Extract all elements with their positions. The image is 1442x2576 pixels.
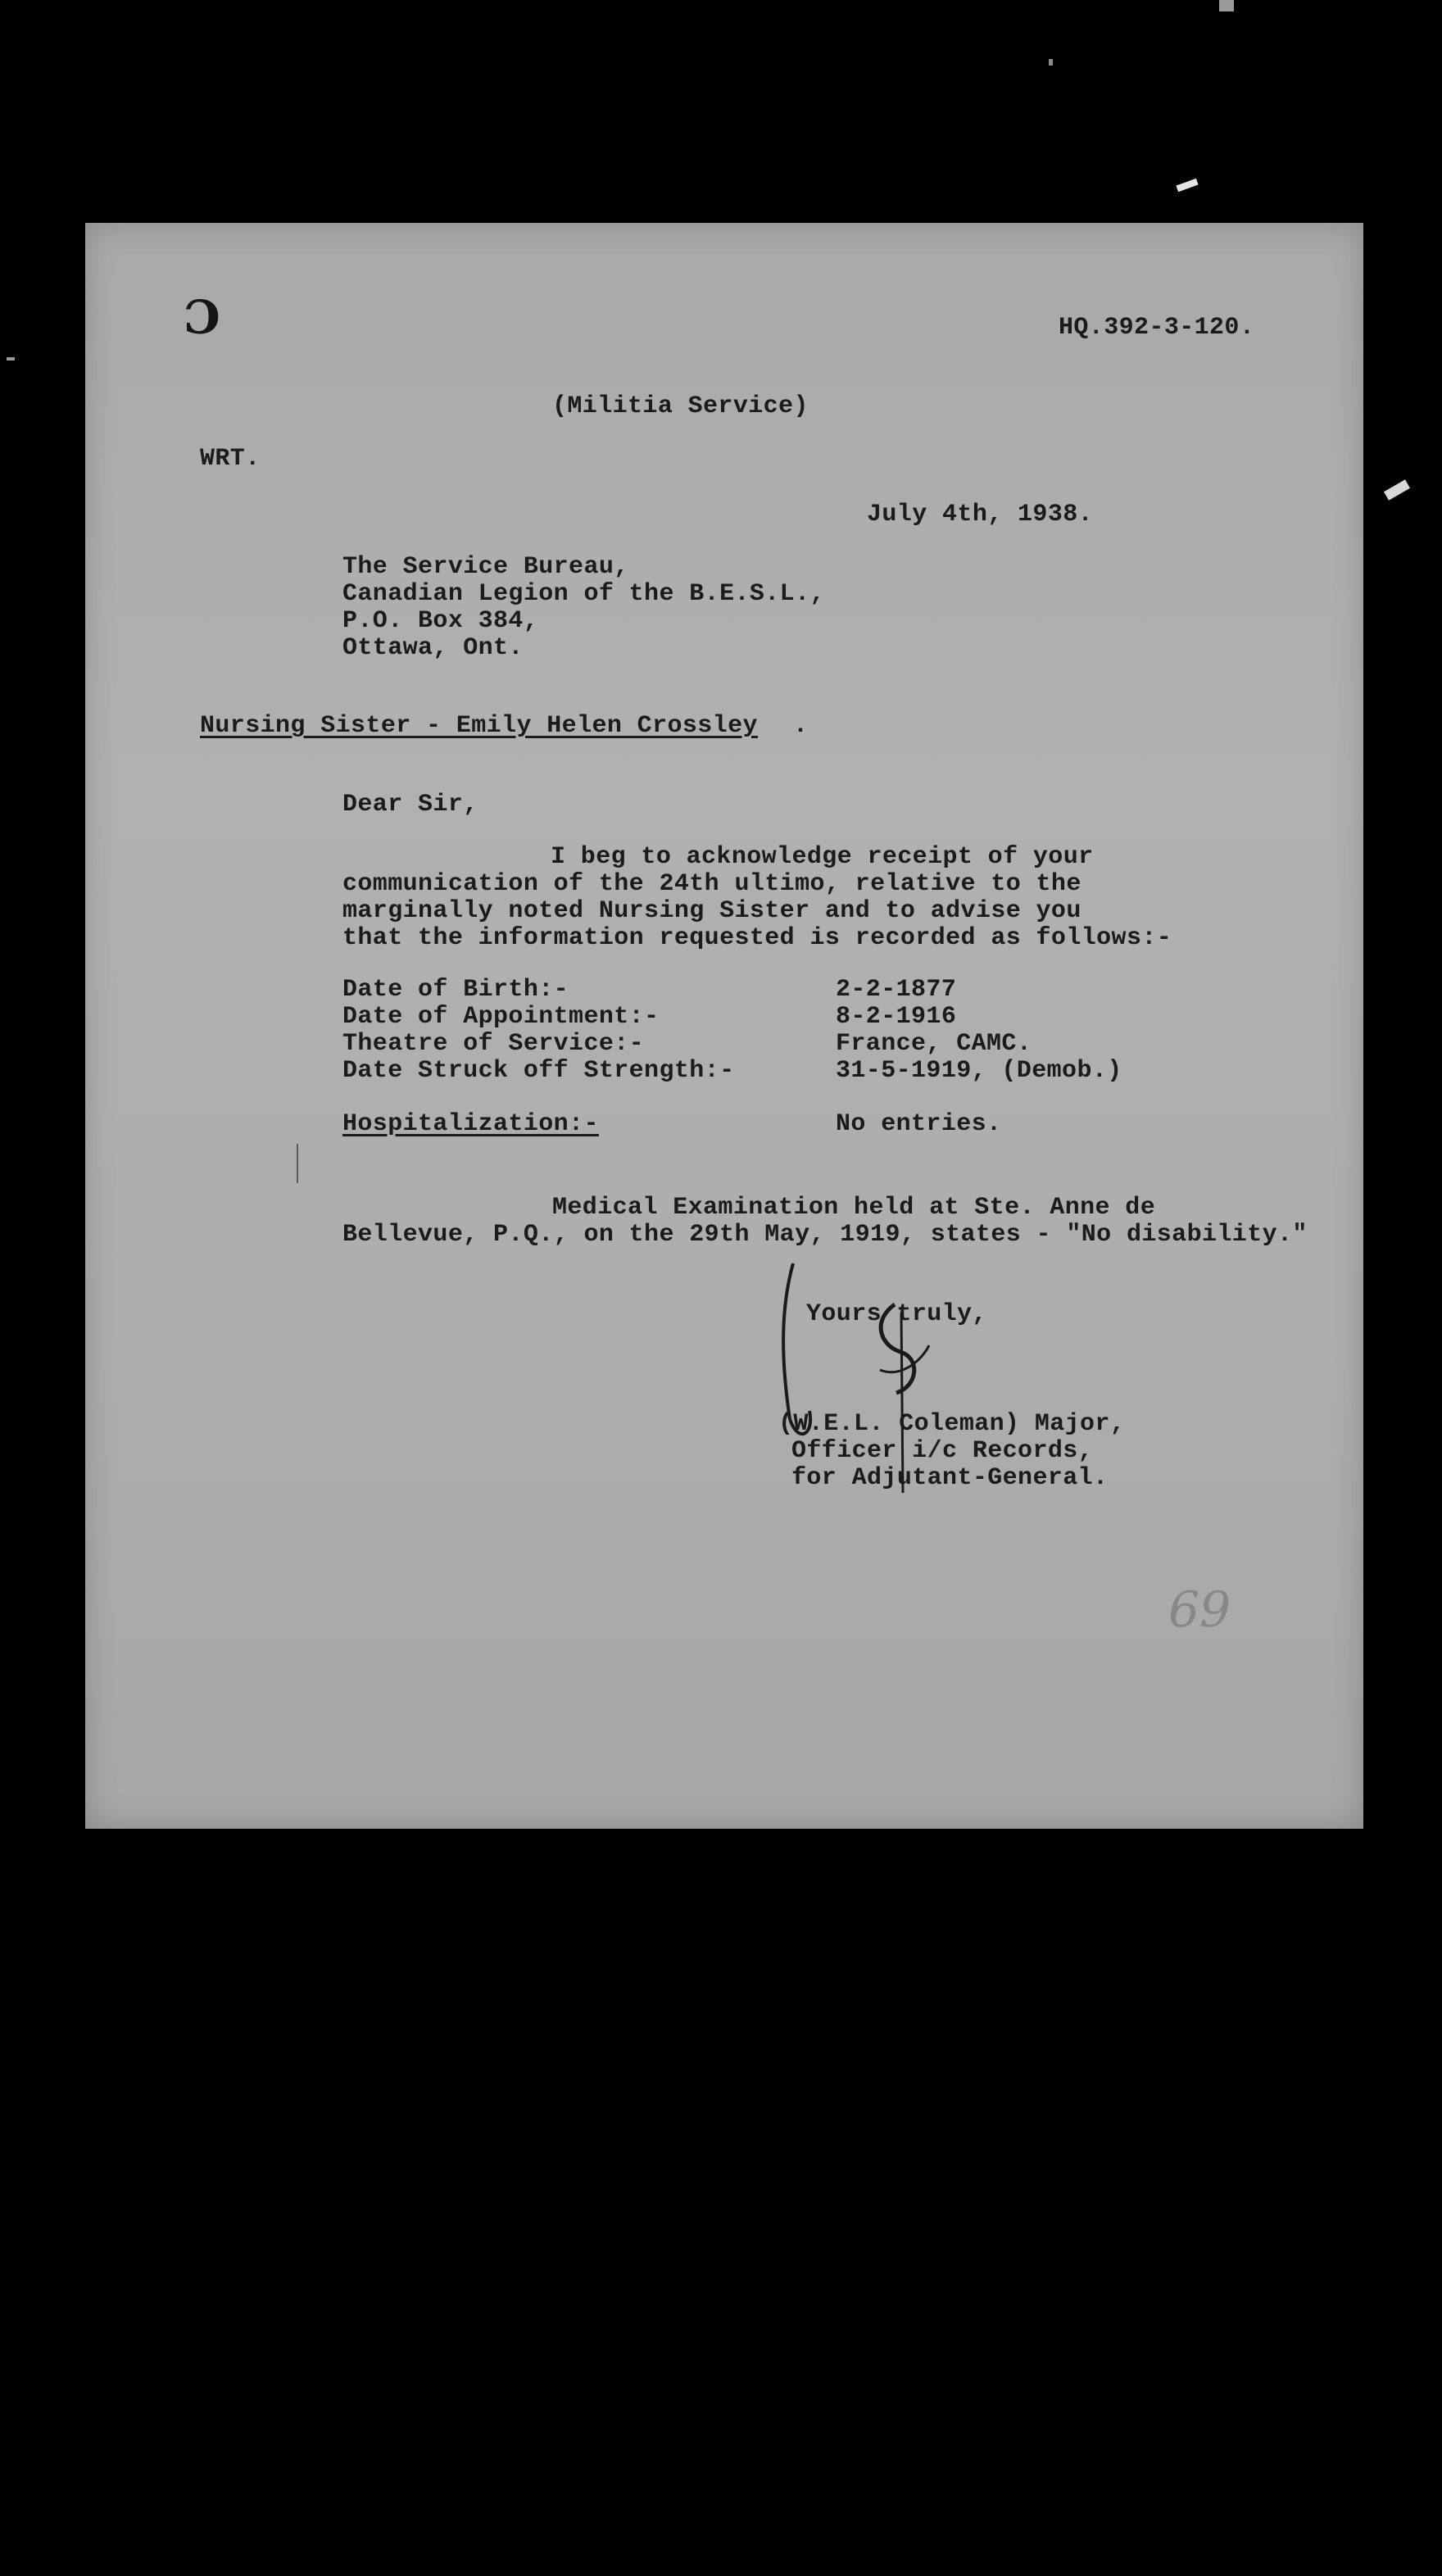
body-line: that the information requested is recorded as follows:- bbox=[342, 924, 1172, 952]
scan-speck bbox=[1049, 59, 1053, 66]
hospitalization-label: Hospitalization:- bbox=[342, 1110, 599, 1138]
initials: WRT. bbox=[200, 445, 261, 473]
letter-date: July 4th, 1938. bbox=[867, 501, 1094, 528]
subject-line: Nursing Sister - Emily Helen Crossley bbox=[200, 712, 758, 740]
signature-line: for Adjutant-General. bbox=[791, 1464, 1109, 1492]
record-label: Theatre of Service:- bbox=[342, 1030, 645, 1058]
body-line: I beg to acknowledge receipt of your bbox=[551, 843, 1094, 871]
subject-period: . bbox=[793, 712, 809, 740]
signature-line: (W.E.L. Coleman) Major, bbox=[778, 1410, 1126, 1438]
body-line: communication of the 24th ultimo, relative to the bbox=[342, 870, 1082, 898]
address-line: Ottawa, Ont. bbox=[342, 634, 524, 662]
record-value: France, CAMC. bbox=[836, 1030, 1032, 1058]
letter-page bbox=[85, 223, 1363, 1829]
scan-speck bbox=[1176, 179, 1198, 192]
address-line: The Service Bureau, bbox=[342, 553, 629, 581]
scan-speck bbox=[1219, 0, 1234, 11]
closing: Yours truly, bbox=[806, 1300, 987, 1328]
service-heading: (Militia Service) bbox=[552, 392, 809, 420]
body-line: marginally noted Nursing Sister and to advise you bbox=[342, 897, 1082, 925]
reference-number: HQ.392-3-120. bbox=[1059, 314, 1255, 342]
signature-line: Officer i/c Records, bbox=[791, 1437, 1094, 1465]
salutation: Dear Sir, bbox=[342, 791, 478, 819]
scan-speck bbox=[1384, 479, 1410, 500]
scan-speck bbox=[7, 357, 15, 361]
address-line: Canadian Legion of the B.E.S.L., bbox=[342, 580, 825, 608]
medical-line: Bellevue, P.Q., on the 29th May, 1919, states - "No disability." bbox=[342, 1221, 1308, 1249]
address-line: P.O. Box 384, bbox=[342, 607, 539, 635]
record-value: 31-5-1919, (Demob.) bbox=[836, 1057, 1122, 1085]
record-label: Date of Birth:- bbox=[342, 976, 569, 1004]
margin-mark bbox=[297, 1144, 298, 1183]
record-value: 8-2-1916 bbox=[836, 1003, 957, 1031]
medical-line: Medical Examination held at Ste. Anne de bbox=[552, 1194, 1156, 1222]
record-label: Date of Appointment:- bbox=[342, 1003, 660, 1031]
record-label: Date Struck off Strength:- bbox=[342, 1057, 735, 1085]
hospitalization-value: No entries. bbox=[836, 1110, 1002, 1138]
page-number: 69 bbox=[1168, 1581, 1231, 1639]
corner-mark: C bbox=[184, 288, 220, 342]
record-value: 2-2-1877 bbox=[836, 976, 957, 1004]
